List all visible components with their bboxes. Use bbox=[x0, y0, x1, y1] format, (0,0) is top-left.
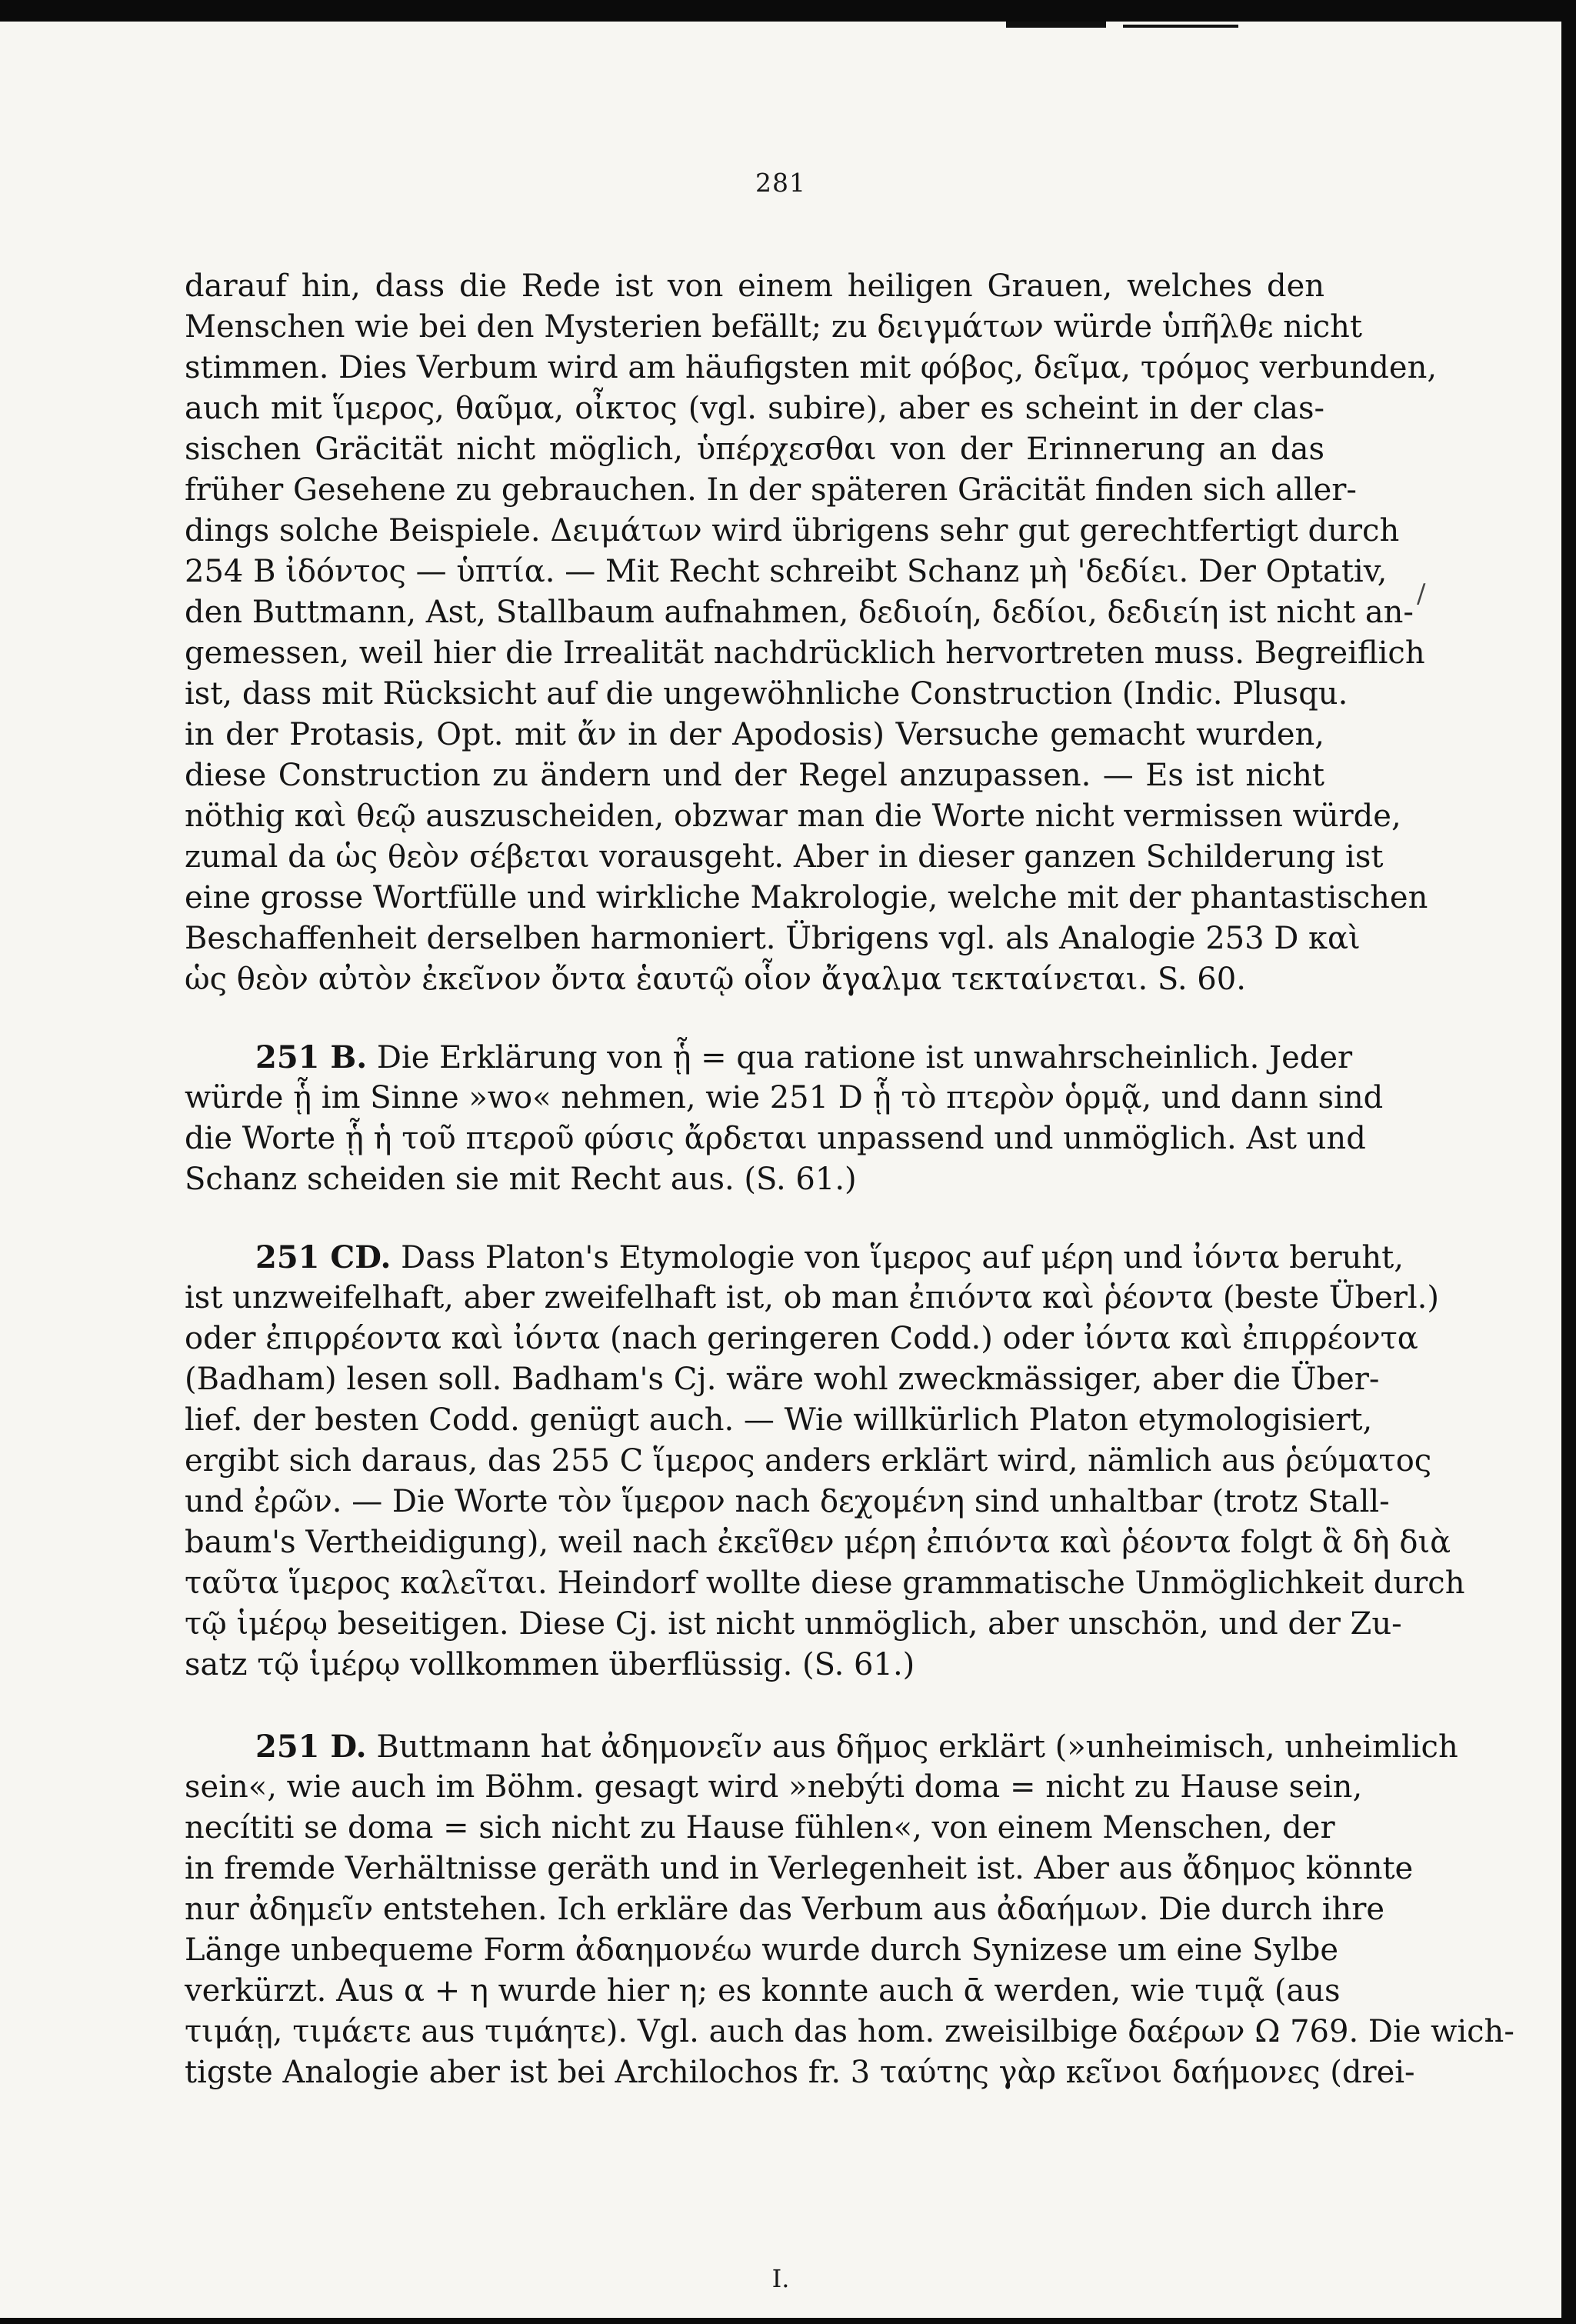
text-line: 254 B ἰδόντος — ὑπτία. — Mit Recht schreibt Schanz μὴ 'δεδίει. Der Optativ, bbox=[185, 554, 1388, 589]
text-line: nöthig καὶ θεῷ auszuscheiden, obzwar man die Worte nicht vermissen würde, bbox=[185, 799, 1401, 834]
text-line: ist unzweifelhaft, aber zweifelhaft ist, ob man ἐπιόντα καὶ ῥέοντα (beste Überl.) bbox=[185, 1280, 1439, 1315]
text-line: nur ἀδημεῖν entstehen. Ich erkläre das Verbum aus ἀδαήμων. Die durch ihre bbox=[185, 1892, 1385, 1927]
text-line: Beschaffenheit derselben harmoniert. Übrigens vgl. als Analogie 253 D καὶ bbox=[185, 921, 1361, 956]
text-line: darauf hin, dass die Rede ist von einem heiligen Grauen, welches den bbox=[185, 268, 1324, 304]
text-line: zumal da ὡς θεὸν σέβεται vorausgeht. Aber in dieser ganzen Schilderung ist bbox=[185, 839, 1384, 875]
text-line: sischen Gräcität nicht möglich, ὑπέρχεσθαι von der Erinnerung an das bbox=[185, 432, 1324, 467]
text-line: Länge unbequeme Form ἀδαημονέω wurde durch Synizese um eine Sylbe bbox=[185, 1932, 1339, 1968]
section-number: 251 D. bbox=[255, 1729, 367, 1765]
text-line: eine grosse Wortfülle und wirkliche Makrologie, welche mit der phantastischen bbox=[185, 880, 1428, 915]
text-line: stimmen. Dies Verbum wird am häufigsten mit φόβος, δεῖμα, τρόμος verbunden, bbox=[185, 350, 1438, 385]
text-line: baum's Vertheidigung), weil nach ἐκεῖθεν μέρη ἐπιόντα καὶ ῥέοντα folgt ἃ δὴ διὰ bbox=[185, 1525, 1451, 1560]
text-line: den Buttmann, Ast, Stallbaum aufnahmen, δεδιοίη, δεδίοι, δεδιείη ist nicht an- bbox=[185, 595, 1414, 630]
text-line: τιμάῃ, τιμάετε aus τιμάητε). Vgl. auch das hom. zweisilbige δαέρων Ω 769. Die wich- bbox=[185, 2014, 1514, 2049]
text-line: auch mit ἵμερος, θαῦμα, οἶκτος (vgl. subire), aber es scheint in der clas- bbox=[185, 391, 1324, 426]
text-line: würde ᾗ im Sinne »wo« nehmen, wie 251 D ᾗ τὸ πτερὸν ὁρμᾷ, und dann sind bbox=[185, 1080, 1384, 1115]
text-line: oder ἐπιρρέοντα καὶ ἰόντα (nach geringeren Codd.) oder ἰόντα καὶ ἐπιρρέοντα bbox=[185, 1321, 1418, 1356]
text-line: ταῦτα ἵμερος καλεῖται. Heindorf wollte diese grammatische Unmöglichkeit durch bbox=[185, 1565, 1465, 1601]
text-line: tigste Analogie aber ist bei Archilochos fr. 3 ταύτης γὰρ κεῖνοι δαήμονες (drei- bbox=[185, 2055, 1415, 2090]
text-line: die Worte ᾗ ἡ τοῦ πτεροῦ φύσις ἄρδεται unpassend und unmöglich. Ast und bbox=[185, 1121, 1366, 1156]
text-line: lief. der besten Codd. genügt auch. — Wie willkürlich Platon etymologisiert, bbox=[185, 1402, 1373, 1438]
page-number: 281 bbox=[755, 168, 806, 198]
paragraph-251d bbox=[185, 1726, 1514, 2093]
text-line: 251 B. Die Erklärung von ᾗ = qua ratione ist unwahrscheinlich. Jeder bbox=[255, 1039, 1353, 1075]
scanned-page bbox=[0, 22, 1561, 2318]
section-number: 251 CD. bbox=[255, 1239, 392, 1275]
paragraph-1 bbox=[185, 266, 1438, 1000]
text-line: ist, dass mit Rücksicht auf die ungewöhnliche Construction (Indic. Plusqu. bbox=[185, 676, 1348, 712]
text-line: Schanz scheiden sie mit Recht aus. (S. 61.) bbox=[185, 1162, 857, 1197]
text-line: (Badham) lesen soll. Badham's Cj. wäre wohl zweckmässiger, aber die Über- bbox=[185, 1362, 1380, 1397]
text-line: 251 CD. Dass Platon's Etymologie von ἵμερος auf μέρη und ἰόντα beruht, bbox=[255, 1239, 1404, 1275]
text-line: und ἐρῶν. — Die Worte τὸν ἵμερον nach δεχομένη sind unhaltbar (trotz Stall- bbox=[185, 1484, 1390, 1519]
text-line: früher Gesehene zu gebrauchen. In der späteren Gräcität finden sich aller- bbox=[185, 472, 1357, 508]
text-line: ὡς θεὸν αὐτὸν ἐκεῖνον ὄντα ἑαυτῷ οἷον ἄγαλμα τεκταίνεται. S. 60. bbox=[185, 962, 1246, 997]
section-number: 251 B. bbox=[255, 1039, 368, 1075]
scan-edge-mark bbox=[1123, 25, 1238, 28]
text-line: diese Construction zu ändern und der Regel anzupassen. — Es ist nicht bbox=[185, 758, 1324, 793]
text-line: gemessen, weil hier die Irrealität nachdrücklich hervortreten muss. Begreiflich bbox=[185, 635, 1425, 671]
text-line: necítiti se doma = sich nicht zu Hause fühlen«, von einem Menschen, der bbox=[185, 1810, 1335, 1846]
text-line: dings solche Beispiele. Δειμάτων wird übrigens sehr gut gerechtfertigt durch bbox=[185, 513, 1400, 548]
text-line: sein«, wie auch im Böhm. gesagt wird »nebýti doma = nicht zu Hause sein, bbox=[185, 1769, 1363, 1805]
text-line: in der Protasis, Opt. mit ἄν in der Apodosis) Versuche gemacht wurden, bbox=[185, 717, 1324, 752]
paragraph-251b bbox=[185, 1037, 1384, 1200]
text-line: Menschen wie bei den Mysterien befällt; zu δειγμάτων würde ὑπῆλθε nicht bbox=[185, 309, 1362, 345]
text-line: 251 D. Buttmann hat ἀδημονεῖν aus δῆμος erklärt (»unheimisch, unheimlich bbox=[255, 1729, 1458, 1765]
paragraph-251cd bbox=[185, 1237, 1465, 1685]
text-line: ergibt sich daraus, das 255 C ἵμερος anders erklärt wird, nämlich aus ῥεύματος bbox=[185, 1443, 1432, 1479]
signature-mark: I. bbox=[771, 2264, 790, 2293]
text-line: in fremde Verhältnisse geräth und in Verlegenheit ist. Aber aus ἄδημος könnte bbox=[185, 1851, 1414, 1886]
text-line: verkürzt. Aus α + η wurde hier η; es konnte auch ᾱ werden, wie τιμᾷ (aus bbox=[185, 1973, 1341, 2009]
scan-edge-mark bbox=[1006, 22, 1106, 28]
margin-mark: / bbox=[1417, 578, 1426, 609]
text-line: τῷ ἱμέρῳ beseitigen. Diese Cj. ist nicht unmöglich, aber unschön, und der Zu- bbox=[185, 1606, 1402, 1642]
text-line: satz τῷ ἱμέρῳ vollkommen überflüssig. (S. 61.) bbox=[185, 1647, 915, 1682]
